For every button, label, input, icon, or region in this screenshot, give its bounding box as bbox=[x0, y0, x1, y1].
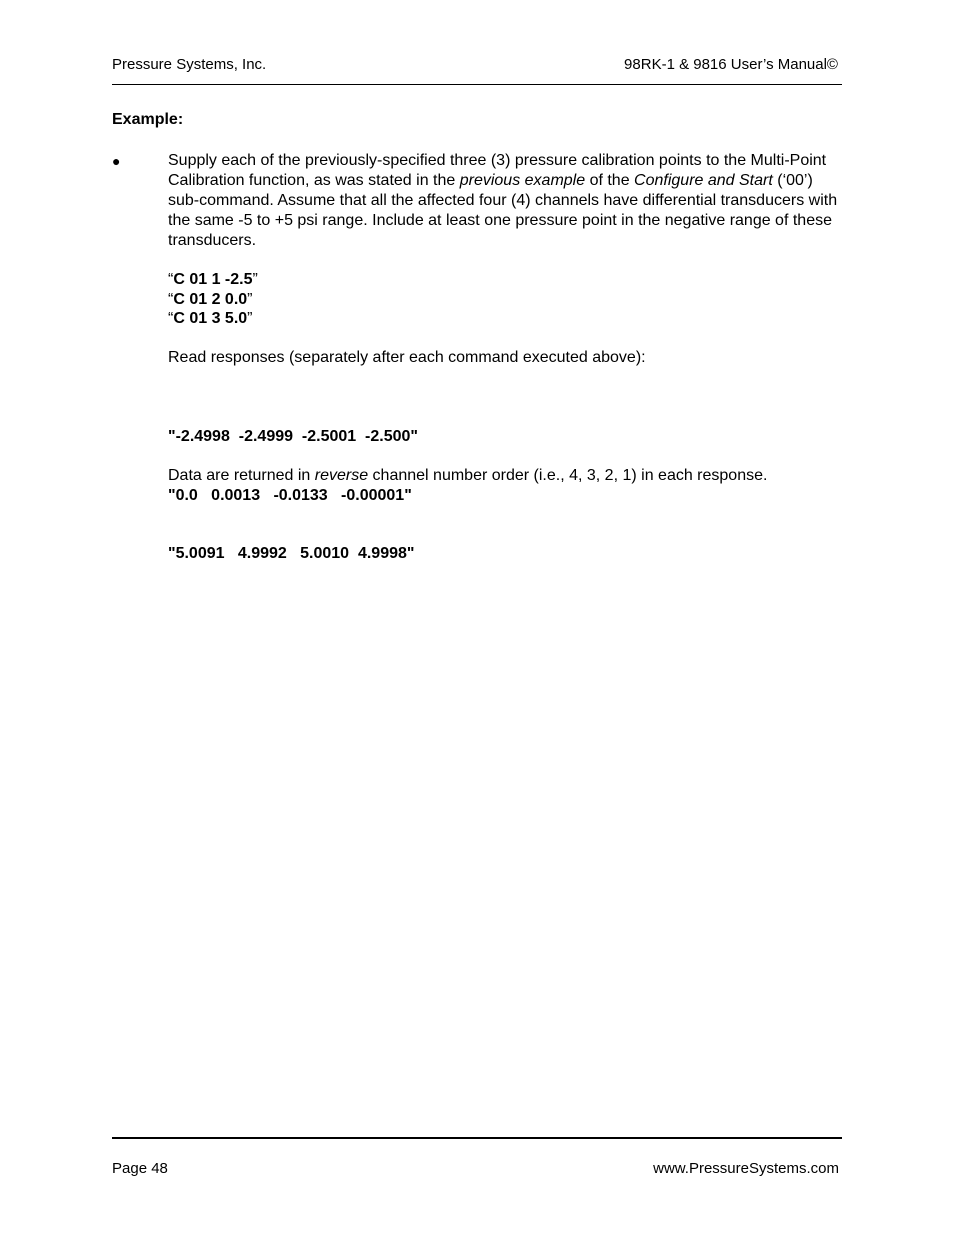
bullet-italic-2: Configure and Start bbox=[634, 172, 773, 189]
data-order-note bbox=[168, 467, 767, 485]
open-quote: “ bbox=[168, 271, 174, 288]
command-line bbox=[168, 290, 258, 310]
page-number: Page 48 bbox=[112, 1160, 168, 1177]
note-text-1: Data are returned in bbox=[168, 467, 315, 484]
bullet-text-3: (‘00’) sub-command. Assume that all the affected four (4) channels have differential transducers with the same -5 to +5 psi range. Include at least one pressure point in the negative range of these transducers. bbox=[168, 172, 838, 249]
bullet-italic-1: previous example bbox=[459, 172, 586, 189]
bullet-paragraph bbox=[168, 151, 843, 251]
close-quote: ” bbox=[247, 290, 253, 308]
bullet-text-2: of the bbox=[585, 172, 635, 189]
footer-divider bbox=[112, 1137, 842, 1139]
open-quote: “ bbox=[168, 310, 174, 327]
command-line bbox=[168, 309, 258, 329]
website-url: www.PressureSystems.com bbox=[653, 1160, 839, 1177]
command-line bbox=[168, 270, 258, 290]
response-line: "0.0 0.0013 -0.0133 -0.00001" bbox=[168, 486, 412, 504]
note-italic: reverse bbox=[314, 467, 369, 484]
open-quote: “ bbox=[168, 290, 174, 308]
command-text: C 01 1 -2.5 bbox=[173, 271, 253, 288]
bullet-icon: ● bbox=[112, 153, 121, 169]
note-text-2: channel number order (i.e., 4, 3, 2, 1) in each response. bbox=[368, 467, 768, 484]
header-manual-title: 98RK-1 & 9816 User’s Manual© bbox=[624, 56, 838, 73]
header-divider bbox=[112, 84, 842, 85]
response-line: "-2.4998 -2.4999 -2.5001 -2.500" bbox=[168, 428, 419, 445]
command-list bbox=[168, 270, 258, 329]
header-company: Pressure Systems, Inc. bbox=[112, 56, 267, 73]
close-quote: ” bbox=[247, 310, 253, 327]
command-text: C 01 2 0.0 bbox=[173, 290, 248, 308]
close-quote: ” bbox=[252, 271, 258, 288]
command-text: C 01 3 5.0 bbox=[173, 310, 248, 327]
section-heading: Example: bbox=[112, 111, 184, 128]
response-list bbox=[168, 388, 418, 583]
read-responses-label: Read responses (separately after each command executed above): bbox=[168, 349, 646, 366]
bullet-text-1: Supply each of the previously-specified three (3) pressure calibration points to the Multi-Point Calibration function, as was stated in the bbox=[168, 152, 827, 189]
response-line: "5.0091 4.9992 5.0010 4.9998" bbox=[168, 545, 415, 562]
